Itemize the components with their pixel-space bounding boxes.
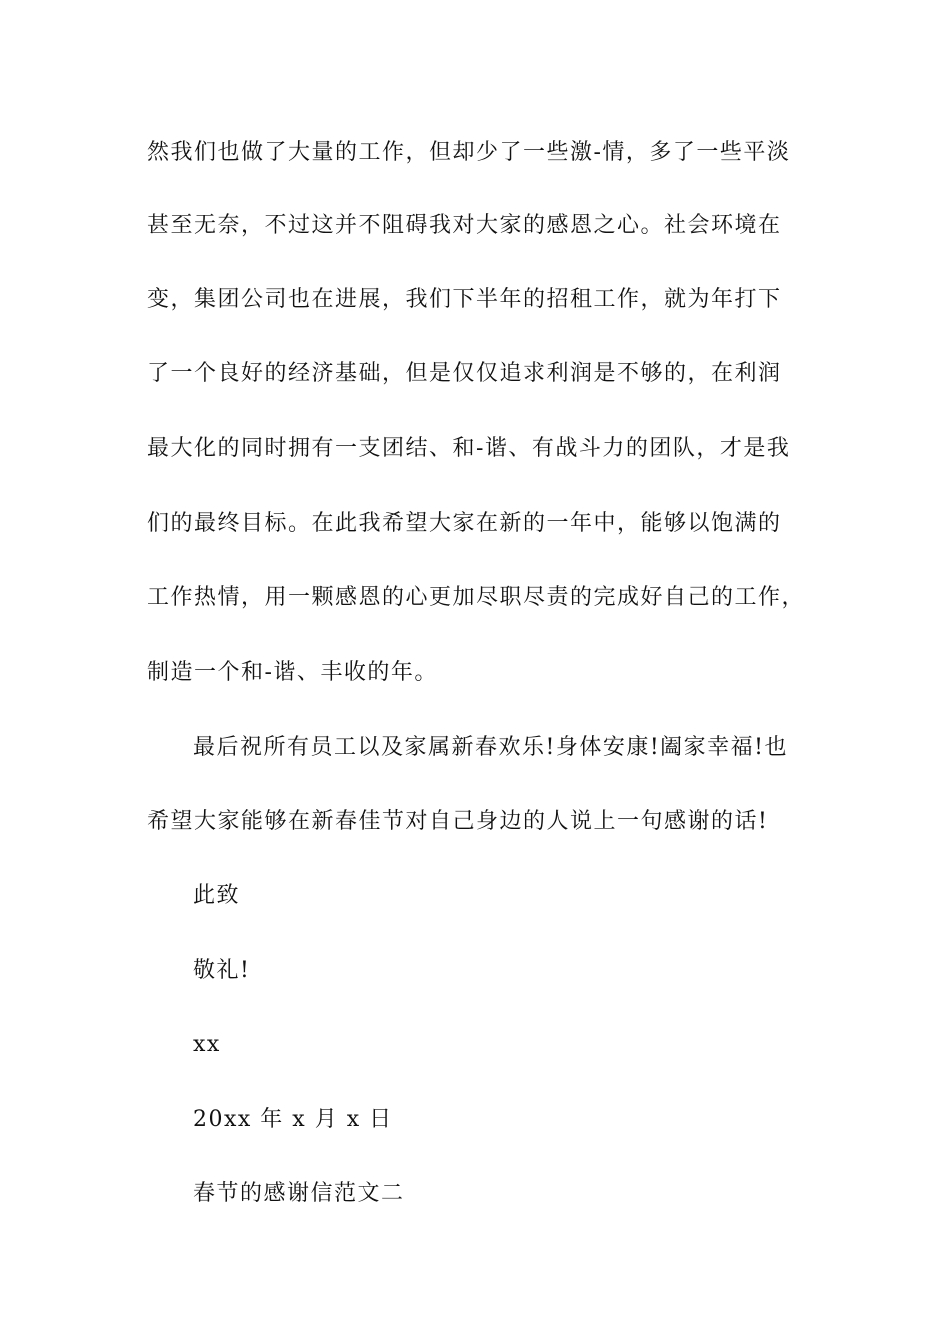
- closing-salutation: 此致: [193, 883, 241, 908]
- body-line-3: 变，集团公司也在进展，我们下半年的招租工作，就为年打下: [147, 287, 782, 312]
- body-line-7: 工作热情，用一颗感恩的心更加尽职尽责的完成好自己的工作，: [147, 585, 806, 610]
- body-line-8: 制造一个和-谐、丰收的年。: [147, 660, 438, 685]
- letter-date: 20xx 年 x 月 x 日: [193, 1107, 393, 1132]
- body-line-4: 了一个良好的经济基础，但是仅仅追求利润是不够的，在利润: [147, 361, 782, 386]
- next-section-title: 春节的感谢信范文二: [193, 1181, 405, 1206]
- body-line-1: 然我们也做了大量的工作，但却少了一些激-情，多了一些平淡: [147, 140, 791, 165]
- signer-name: xx: [193, 1032, 221, 1057]
- body-line-2: 甚至无奈，不过这并不阻碍我对大家的感恩之心。社会环境在: [147, 213, 782, 238]
- body-line-5: 最大化的同时拥有一支团结、和-谐、有战斗力的团队，才是我: [147, 436, 791, 461]
- body-line-6: 们的最终目标。在此我希望大家在新的一年中，能够以饱满的: [147, 511, 782, 536]
- wishes-line-2: 希望大家能够在新春佳节对自己身边的人说上一句感谢的话!: [147, 809, 769, 834]
- wishes-line-1: 最后祝所有员工以及家属新春欢乐!身体安康!阖家幸福!也: [193, 735, 789, 760]
- closing-regards: 敬礼!: [193, 958, 251, 983]
